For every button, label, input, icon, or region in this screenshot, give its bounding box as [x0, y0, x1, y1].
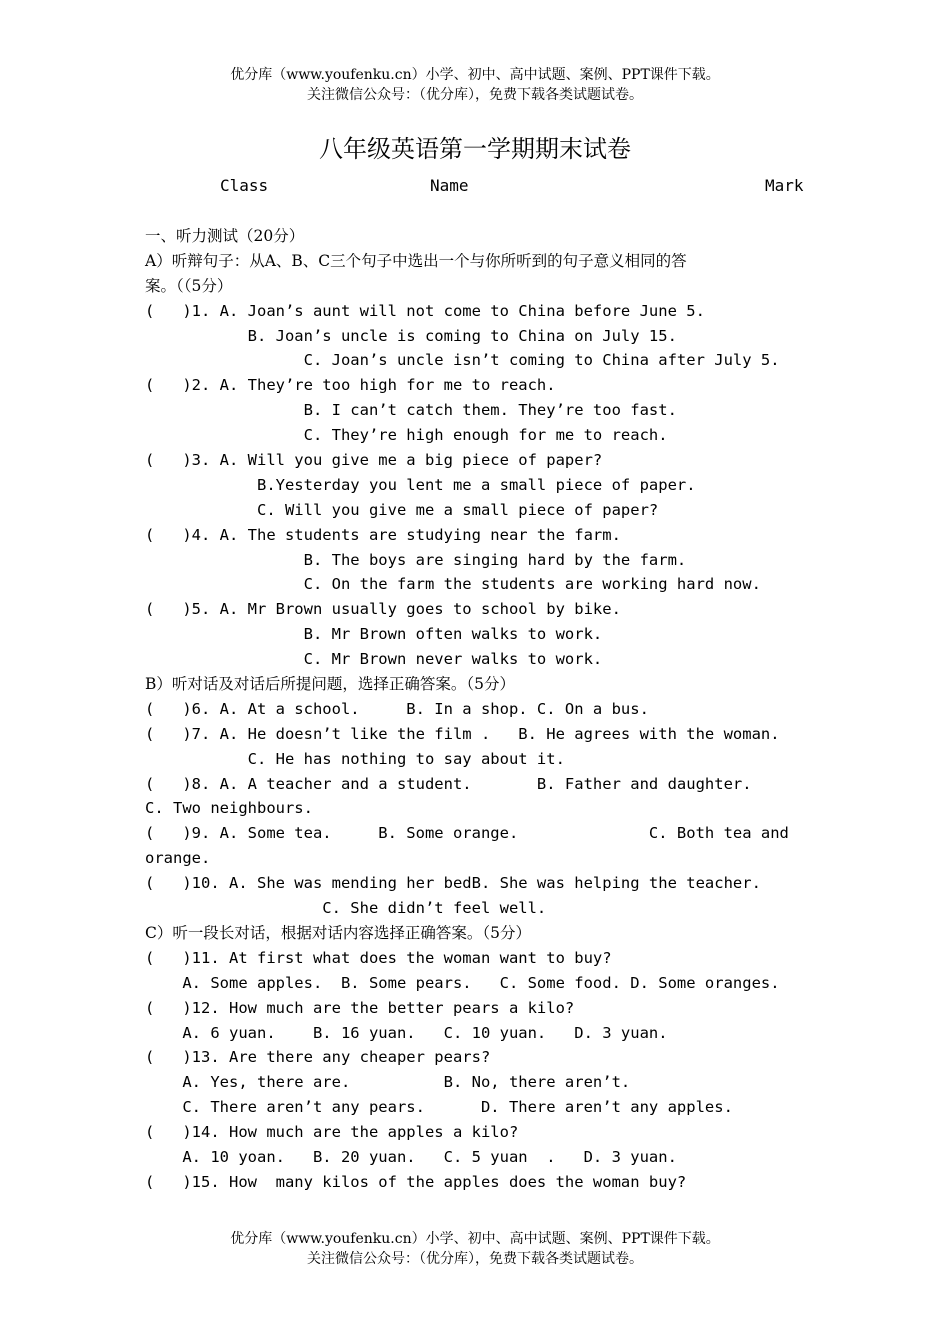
mark-label: Mark: [765, 176, 804, 195]
question-line: ( )1. A. Joan’s aunt will not come to China before June 5.: [145, 301, 705, 320]
question-line: ( )11. At first what does the woman want to buy?: [145, 948, 612, 967]
question-line: A. Some apples. B. Some pears. C. Some food. D. Some oranges.: [145, 973, 780, 992]
question-line: ( )15. How many kilos of the apples does the woman buy?: [145, 1172, 687, 1191]
question-line: orange.: [145, 849, 211, 868]
question-line: C. Two neighbours.: [145, 799, 313, 818]
question-line: ( )6. A. At a school. B. In a shop. C. On a bus.: [145, 699, 649, 718]
question-line: ( )5. A. Mr Brown usually goes to school by bike.: [145, 600, 621, 619]
question-line: A. Yes, there are. B. No, there aren’t.: [145, 1073, 631, 1092]
question-line: ( )9. A. Some tea. B. Some orange. C. Both tea and: [145, 824, 789, 843]
question-line: A. 10 yoan. B. 20 yuan. C. 5 yuan . D. 3 yuan.: [145, 1147, 677, 1166]
footer-line-1: 优分库（www.youfenku.cn）小学、初中、高中试题、案例、PPT课件下载。: [230, 1231, 720, 1247]
question-line: C. Will you give me a small piece of paper?: [145, 500, 659, 519]
question-line: ( )7. A. He doesn’t like the film . B. He agrees with the woman.: [145, 724, 780, 743]
class-label: Class: [220, 176, 269, 195]
question-line: C. There aren’t any pears. D. There aren’t any apples.: [145, 1098, 733, 1117]
part-c-instruction: C）听一段长对话，根据对话内容选择正确答案。（5分）: [145, 923, 531, 942]
question-line: ( )13. Are there any cheaper pears?: [145, 1048, 491, 1067]
question-line: ( )4. A. The students are studying near the farm.: [145, 525, 621, 544]
part-b-instruction: B）听对话及对话后所提问题，选择正确答案。（5分）: [145, 675, 516, 694]
section-heading: 一、听力测试（20分）: [145, 227, 305, 245]
question-line: ( )3. A. Will you give me a big piece of paper?: [145, 451, 603, 470]
part-a-instruction: A）听辩句子：从A、B、C三个句子中选出一个与你所听到的句子意义相同的答: [145, 251, 687, 270]
question-line: C. Joan’s uncle isn’t coming to China after July 5.: [145, 351, 780, 370]
exam-body: [145, 224, 815, 1195]
question-line: C. They’re high enough for me to reach.: [145, 426, 668, 445]
question-line: C. He has nothing to say about it.: [145, 749, 565, 768]
question-line: ( )12. How much are the better pears a kilo?: [145, 998, 575, 1017]
question-line: A. 6 yuan. B. 16 yuan. C. 10 yuan. D. 3 yuan.: [145, 1023, 668, 1042]
page-title: 八年级英语第一学期期末试卷: [319, 135, 631, 163]
question-line: B.Yesterday you lent me a small piece of paper.: [145, 475, 696, 494]
question-line: ( )2. A. They’re too high for me to reach.: [145, 376, 556, 395]
question-line: B. I can’t catch them. They’re too fast.: [145, 401, 677, 420]
name-label: Name: [430, 176, 469, 195]
question-line: C. Mr Brown never walks to work.: [145, 650, 603, 669]
footer-line-2: 关注微信公众号：（优分库），免费下载各类试题试卷。: [307, 1251, 643, 1267]
question-line: B. The boys are singing hard by the farm.: [145, 550, 687, 569]
question-line: ( )10. A. She was mending her bedB. She was helping the teacher.: [145, 874, 761, 893]
question-line: B. Joan’s uncle is coming to China on July 15.: [145, 326, 677, 345]
header-line-1: 优分库（www.youfenku.cn）小学、初中、高中试题、案例、PPT课件下载。: [230, 67, 720, 83]
question-line: ( )8. A. A teacher and a student. B. Father and daughter.: [145, 774, 752, 793]
question-line: B. Mr Brown often walks to work.: [145, 625, 603, 644]
question-line: C. She didn’t feel well.: [145, 899, 547, 918]
question-line: C. On the farm the students are working hard now.: [145, 575, 761, 594]
header-line-2: 关注微信公众号：（优分库），免费下载各类试题试卷。: [307, 87, 643, 103]
question-line: ( )14. How much are the apples a kilo?: [145, 1123, 519, 1142]
part-a-instruction-cont: 案。（（5分）: [145, 276, 233, 295]
